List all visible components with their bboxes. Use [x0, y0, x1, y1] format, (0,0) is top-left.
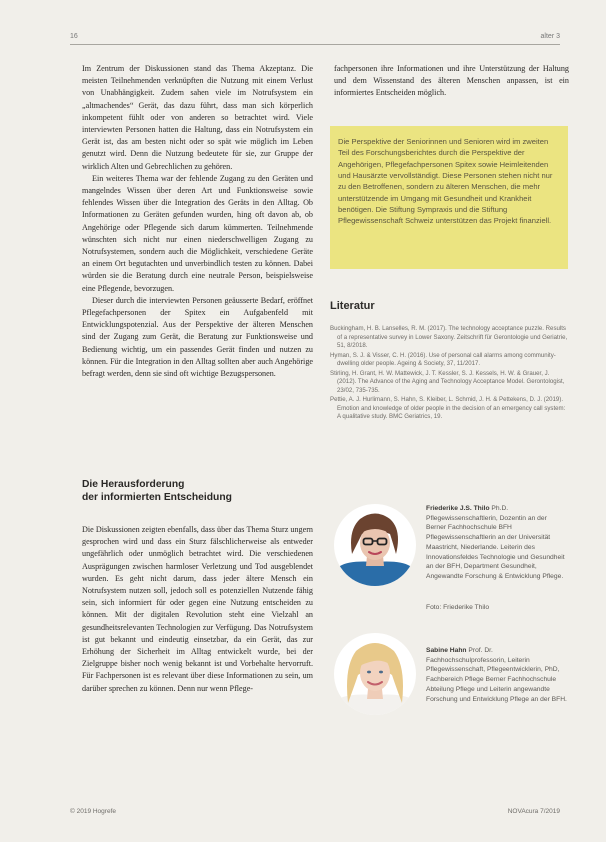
body-paragraph: Dieser durch die interviewten Personen geäusserte Bedarf, eröffnet Pflegefachpersonen der Spitex ein Aufgabenfeld mit Entwicklungspotenzial. Aus der Perspektive der älteren Menschen sind der Zugang zum Gerät, die Beratung zur Funktionsweise und Bedienung wichtig, um ein passendes Gerät finden und nutzen zu können. Für die Integration in den Alltag sollten aber auch Angehörige befragt werden, denn sie sind oft wichtige Bezugspersonen.: [82, 295, 313, 379]
reference-item: Buckingham, H. B. Lanselles, R. M. (2017). The technology acceptance puzzle. Results of a representative survey in Lower Saxony. Zeitschrift für Gerontologie und Geriatrie, 51, 8/2018.: [330, 325, 568, 349]
author-description: Ph.D. Pflegewissenschaftlerin, Dozentin an der Berner Fachhochschule BFH Pflegewissenschaftlerin an der Universität Maastricht, Niederlande. Leiterin des Innovationsfeldes Technologie und Gesundheit an der BFH, Department Gesundheit, Angewandte Forschung & Entwicklung Pflege.: [426, 505, 565, 580]
section-heading: [82, 479, 232, 504]
footer-copyright: © 2019 Hogrefe: [70, 808, 116, 815]
reference-item: Stirling, H. Grant, H. W. Mattewick, J. T. Kessler, S. J. Kessels, H. W. & Grauer, J. (2012). The Advance of the Aging and Technology Acceptance Model. Gerontologist, 23/02, 735-735.: [330, 369, 565, 394]
section-label-top: alter 3: [540, 33, 560, 40]
author-photo-hahn: [334, 633, 416, 715]
article-column-1: [82, 63, 313, 445]
literature-heading: Literatur: [330, 300, 375, 312]
article-column-3: [82, 524, 313, 742]
body-paragraph: Ein weiteres Thema war der fehlende Zugang zu den Geräten und mangelndes Wissen über deren Art und Funktionsweise sowie fehlendes Wissen über die Integration des Geräts in den Alltag. Ob Informationen zu Geräten gefunden wurden, hing oft davon ab, ob Angehörige oder Pflegende sich darum kümmerten. Teilnehmende wünschten sich nicht nur einen niederschwelligen Zugang zu Notrufsystemen, sondern auch die Möglichkeit, verschiedene Geräte an einem Ort begutachten und unverbindlich testen zu können. Dabei würden sie die Beratung durch eine neutrale Person, beispielsweise eine Pflegende, bevorzugen.: [82, 173, 313, 293]
photo-credit: Foto: Friederike Thilo: [426, 604, 490, 611]
highlight-text: Die Perspektive der Seniorinnen und Senioren wird im zweiten Teil des Forschungsberichtes durch die Perspektive der Angehörigen, Pflegefachpersonen Spitex sowie Heimleitenden und Hausärzte vervollständigt. Diese Personen stehen nicht nur zu den Betroffenen, sondern zu älteren Menschen, die mehr unterstützende im Umgang mit Gesundheit und Krankheit benötigen. Die Stiftung Sympraxis und die Stiftung Pflegewissenschaft Schweiz unterstützen das Projekt finanziell.: [338, 137, 553, 226]
author-name: Friederike J.S. Thilo: [426, 505, 490, 512]
section-heading-line-1: Die Herausforderung: [82, 479, 185, 490]
reference-list: [330, 325, 568, 427]
reference-item: Hyman, S. J. & Visser, C. H. (2016). Use of personal call alarms among community-dwelling older people. Ageing & Society, 37, 11/2017.: [330, 351, 556, 367]
author-bio-thilo: [426, 504, 568, 600]
page-number-top: 16: [70, 33, 78, 40]
body-paragraph: Im Zentrum der Diskussionen stand das Thema Akzeptanz. Die meisten Teilnehmenden verknüpften die Nutzung mit einem Verlust von Unabhängigkeit. Zudem sahen viele im Notrufsystem ein „altmachendes“ Gerät, das dazu führt, dass man sich körperlich inkompetent fühlt oder von anderen so betrachtet wird. Viele interviewten Personen hatten die Haltung, dass ein Notrufsystem ein Gerät ist, das am besten nicht oder so spät wie möglich im Leben genutzt wird. Denn die Nutzung bedeutete für sie, zur Gruppe der wirklich Alten und Gebrechlichen zu gehören.: [82, 64, 313, 171]
body-paragraph: Die Diskussionen zeigten ebenfalls, dass über das Thema Sturz ungern gesprochen wird und dass ein Sturz fälschlicherweise als entweder ungefährlich oder unmöglich betrachtet wird. Die verschiedenen Ausprägungen zwischen harmloser Verletzung und Tod ausgeblendet wurden. Es geht nicht darum, dass jeder ältere Mensch ein Notrufsystem nutzen soll, jedoch soll es potenziellen Nutzende fähig sein, sich informiert für oder gegen eine Nutzung entscheiden zu können. Mit der digitalen Revolution steht eine Vielzahl an gesundheitsrelevanten Technologien zur Verfügung. Das Notrufsystem ist gut bekannt und eindeutig einsetzbar, da ein Gerät, das zur Erhöhung der Sicherheit im Alltag entwickelt wurde, bei der Zielgruppe bisher noch wenig bekannt ist und Vorbehalte hervorruft. Für Fachpersonen ist es relevant über diese Informationen zu sein, um darüber sprechen zu können. Denn nur wenn Pflege-: [82, 525, 313, 693]
body-paragraph: fachpersonen ihre Informationen und ihre Unterstützung der Haltung und dem Wissenstand des älteren Menschen anpassen, ist ein informiertes Entscheiden möglich.: [334, 64, 569, 98]
author-description: Prof. Dr. Fachhochschulprofessorin, Leiterin Pflegewissenschaft, Pflegeentwicklerin, PhD, Fachbereich Pflege Berner Fachhochschule Abteilung Pflege und Leiterin angewandte Forschung und Entwicklung Pflege an der BFH.: [426, 647, 567, 703]
author-bio-hahn: [426, 646, 568, 742]
author-name: Sabine Hahn: [426, 647, 467, 654]
section-heading-line-2: der informierten Entscheidung: [82, 491, 232, 503]
highlight-box: [330, 126, 568, 269]
reference-item: Pettie, A. J. Hurlimann, S. Hahn, S. Kleiber, L. Schmid, J. H. & Pettekens, D. J. (2019). Emotion and knowledge of older people in the decision of an emergency call system: A qualitative study. BMC Geriatrics, 19.: [330, 396, 566, 420]
header-rule: [70, 44, 560, 45]
article-column-2: [334, 63, 569, 105]
author-photo-thilo: [334, 504, 416, 586]
footer-journal: NOVAcura 7/2019: [507, 808, 560, 815]
